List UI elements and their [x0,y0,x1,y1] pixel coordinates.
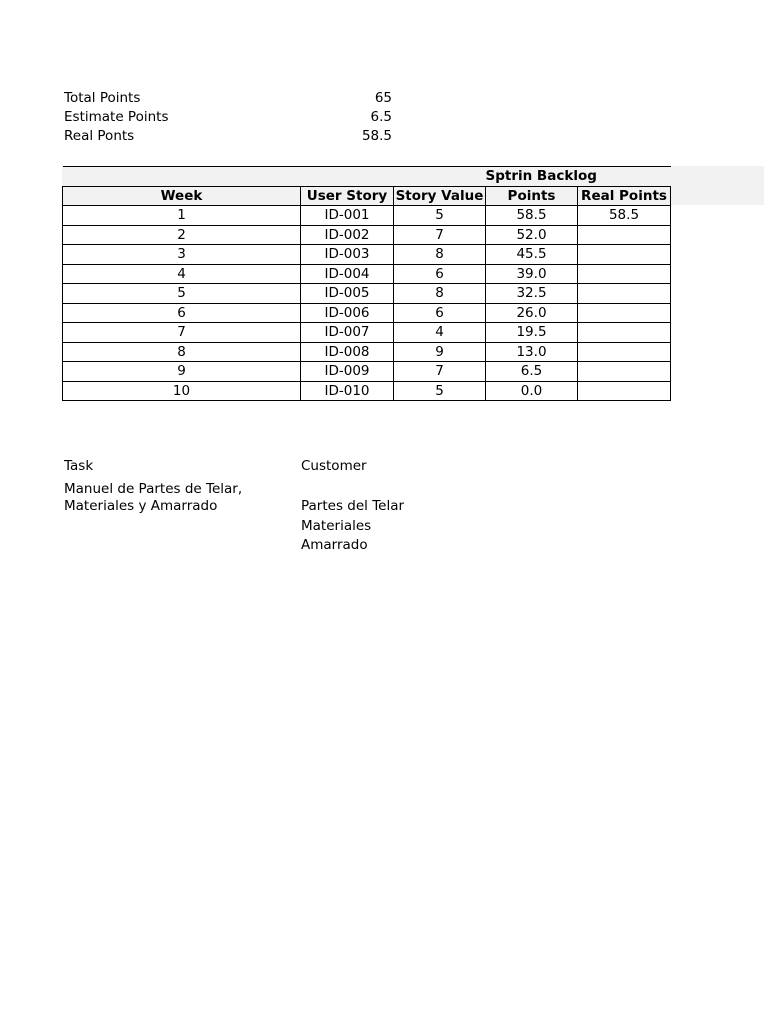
estimate-points-label: Estimate Points [64,109,169,125]
column-header-week: Week [63,186,301,206]
user-story-cell: ID-004 [301,264,394,284]
table-title-row [63,167,671,187]
real-points-cell [578,323,671,343]
story-value-cell: 7 [394,225,486,245]
user-story-cell: ID-005 [301,284,394,304]
points-cell: 6.5 [486,362,578,382]
estimate-points-value: 6.5 [370,109,392,125]
summary-row-total [64,89,392,108]
week-cell: 6 [63,303,301,323]
task-header: Task [64,458,94,474]
column-header-user-story: User Story [301,186,394,206]
points-cell: 32.5 [486,284,578,304]
real-points-cell [578,245,671,265]
table-title: Sptrin Backlog [486,167,671,187]
user-story-cell: ID-002 [301,225,394,245]
story-value-cell: 6 [394,303,486,323]
table-row [63,362,671,382]
table-header-row [63,186,671,206]
user-story-cell: ID-003 [301,245,394,265]
week-cell: 10 [63,381,301,401]
points-cell: 52.0 [486,225,578,245]
table-row [63,245,671,265]
customer-item: Amarrado [301,537,368,553]
points-cell: 0.0 [486,381,578,401]
points-cell: 26.0 [486,303,578,323]
total-points-value: 65 [374,90,392,106]
real-points-cell [578,225,671,245]
user-story-cell: ID-009 [301,362,394,382]
column-header-real-points: Real Points [578,186,671,206]
customer-item: Partes del Telar [301,498,405,514]
table-row [63,342,671,362]
table-row [63,303,671,323]
story-value-cell: 9 [394,342,486,362]
task-description [64,481,284,515]
real-points-value: 58.5 [361,128,392,144]
user-story-cell: ID-008 [301,342,394,362]
points-cell: 13.0 [486,342,578,362]
column-header-points: Points [486,186,578,206]
week-cell: 7 [63,323,301,343]
story-value-cell: 7 [394,362,486,382]
table-row [63,323,671,343]
week-cell: 8 [63,342,301,362]
real-points-cell [578,264,671,284]
week-cell: 9 [63,362,301,382]
sprint-backlog-table [62,166,671,401]
points-cell: 39.0 [486,264,578,284]
task-line: Manuel de Partes de Telar, [64,481,243,497]
summary-row-estimate [64,108,392,127]
task-line: Materiales y Amarrado [64,498,218,514]
week-cell: 1 [63,206,301,226]
column-header-story-value: Story Value [394,186,486,206]
points-cell: 45.5 [486,245,578,265]
story-value-cell: 4 [394,323,486,343]
table-row [63,206,671,226]
table-row [63,284,671,304]
story-value-cell: 8 [394,245,486,265]
user-story-cell: ID-010 [301,381,394,401]
real-points-cell [578,303,671,323]
summary-row-real [64,127,392,146]
points-summary [64,89,392,146]
week-cell: 3 [63,245,301,265]
story-value-cell: 8 [394,284,486,304]
week-cell: 4 [63,264,301,284]
customer-item: Materiales [301,517,372,534]
customer-list [301,497,501,556]
week-cell: 2 [63,225,301,245]
story-value-cell: 6 [394,264,486,284]
story-value-cell: 5 [394,381,486,401]
user-story-cell: ID-007 [301,323,394,343]
story-value-cell: 5 [394,206,486,226]
real-points-label: Real Ponts [64,128,135,144]
points-cell: 19.5 [486,323,578,343]
total-points-label: Total Points [64,90,141,106]
table-row [63,264,671,284]
real-points-cell [578,284,671,304]
real-points-cell [578,342,671,362]
real-points-cell [578,381,671,401]
user-story-cell: ID-001 [301,206,394,226]
real-points-cell: 58.5 [578,206,671,226]
customer-header: Customer [301,458,367,474]
points-cell: 58.5 [486,206,578,226]
user-story-cell: ID-006 [301,303,394,323]
table-row [63,225,671,245]
real-points-cell [578,362,671,382]
week-cell: 5 [63,284,301,304]
table-row [63,381,671,401]
